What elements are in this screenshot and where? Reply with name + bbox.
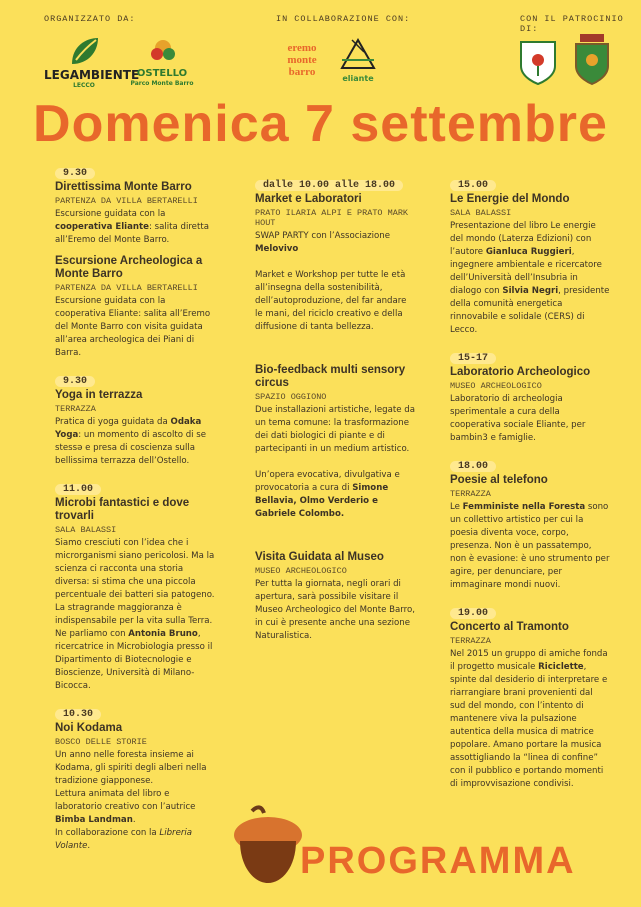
event-item (255, 364, 415, 521)
event-place: PARTENZA DA VILLA BERTARELLI (55, 283, 198, 293)
legambiente-name: LEGAMBIENTE (44, 68, 140, 82)
event-item (450, 453, 610, 592)
event-time: 15-17 (450, 353, 496, 364)
legambiente-sub: LECCO (73, 82, 95, 89)
event-item (55, 368, 215, 468)
event-place: SALA BALASSI (55, 525, 117, 535)
column-morning (55, 160, 215, 861)
event-time: 9.30 (55, 168, 95, 179)
collab-label: IN COLLABORAZIONE CON: (276, 14, 411, 24)
event-desc: Presentazione del libro Le energie del mondo (Laterza Edizioni) con l’autore Gianluca Ruggieri, ingegnere ambientale e ricercatore dell’Università dell’Insubria in dialogo con Silvia Negri, presidente della comunità energetica rinnovabile e solidale (CERS) di Lecco. (450, 221, 610, 335)
ostello-sub: Parco Monte Barro (130, 80, 194, 87)
ostello-name: OSTELLO (136, 68, 188, 79)
event-place: SALA BALASSI (450, 208, 512, 218)
municipality-crest-icon (519, 36, 557, 86)
event-desc: Siamo cresciuti con l’idea che i microrganismi siano pericolosi. Ma la scienza ci racconta una storia diversa: si stima che una piccola percentuale dei batteri sia patogeno. La stragrande maggioranza è indispensabile per la vita sulla Terra. Ne parliamo con Antonia Bruno, ricercatrice in Microbiologia presso il Dipartimento di Biotecnologie e Bioscienze, Università di Milano-Bicocca. (55, 538, 215, 691)
event-title: Market e Laboratori (255, 193, 362, 205)
event-item (55, 476, 215, 693)
event-title: Visita Guidata al Museo (255, 551, 384, 563)
footer-programma: PROGRAMMA (300, 840, 576, 882)
event-place: TERRAZZA (450, 636, 491, 646)
event-desc: Escursione guidata con la cooperativa Eliante: salita all’Eremo del Monte Barro con visita guidata all’area archeologica dei Piani di Barra. (55, 296, 211, 358)
acorn-icon (232, 805, 304, 885)
event-place: TERRAZZA (450, 489, 491, 499)
column-allday (255, 172, 415, 651)
event-item (255, 551, 415, 643)
event-desc: Laboratorio di archeologia sperimentale a cura della cooperativa sociale Eliante, per bambin3 e famiglie. (450, 394, 586, 443)
eremo-logo: eremo monte barro (287, 42, 317, 78)
event-place: MUSEO ARCHEOLOGICO (255, 566, 347, 576)
event-desc: Un anno nelle foresta insieme ai Kodama, gli spiriti degli alberi nella tradizione giapponese. Lettura animata del libro e laboratorio creativo con l’autrice Bimba Landman. In collaborazione con la Libreria Volante. (55, 750, 207, 851)
event-title: Noi Kodama (55, 722, 123, 734)
event-title: Le Energie del Mondo (450, 193, 570, 205)
event-place: PRATO ILARIA ALPI E PRATO MARK HOUT (255, 208, 409, 228)
event-time: 9.30 (55, 376, 95, 387)
event-desc: Escursione guidata con la cooperativa Eliante: salita diretta all’Eremo del Monte Barro. (55, 209, 209, 245)
event-place: MUSEO ARCHEOLOGICO (450, 381, 542, 391)
organized-by-label: ORGANIZZATO DA: (44, 14, 136, 24)
event-desc: Nel 2015 un gruppo di amiche fonda il progetto musicale Riciclette, spinte dal desiderio di interpretare e riarrangiare brani provenienti dal sud del mondo, con l’intento di mantenere viva la pulsazione autentica della musica di matrice popolare. Amano portare la musica assottigliando la “linea di confine” con il pubblico e portando momenti di improvvisazione condivisi. (450, 649, 608, 789)
event-item (55, 701, 215, 853)
event-item (55, 255, 215, 360)
event-item (55, 160, 215, 247)
event-place: PARTENZA DA VILLA BERTARELLI (55, 196, 198, 206)
event-title: Yoga in terrazza (55, 389, 143, 401)
event-time: 11.00 (55, 484, 101, 495)
event-time: 15.00 (450, 180, 496, 191)
event-title: Poesie al telefono (450, 474, 548, 486)
ostello-logo (148, 36, 178, 66)
event-desc: Per tutta la giornata, negli orari di apertura, sarà possibile visitare il Museo Archeologico del Monte Barro, in cui è presente anche una sezione Naturalistica. (255, 579, 416, 641)
event-title: Direttissima Monte Barro (55, 181, 192, 193)
event-title: Bio-feedback multi sensory circus (255, 364, 406, 389)
event-title: Microbi fantastici e dove trovarli (55, 497, 190, 522)
event-time: 19.00 (450, 608, 496, 619)
event-item (450, 172, 610, 337)
column-afternoon (450, 172, 610, 799)
event-time: dalle 10.00 alle 18.00 (255, 180, 403, 191)
event-time: 10.30 (55, 709, 101, 720)
event-title: Escursione Archeologica a Monte Barro (55, 255, 203, 280)
event-place: TERRAZZA (55, 404, 96, 414)
event-item (450, 600, 610, 791)
event-time: 18.00 (450, 461, 496, 472)
event-desc: Le Femministe nella Foresta sono un collettivo artistico per cui la poesia diventa voce, corpo, presenza. Non è un passatempo, non è evasione: è uno strumento per agire, per denunciare, per immaginare mondi nuovi. (450, 502, 610, 590)
event-title: Laboratorio Archeologico (450, 366, 591, 378)
patronage-label: CON IL PATROCINIO DI: (520, 14, 624, 34)
event-desc: SWAP PARTY con l’Associazione Melovivo Market e Workshop per tutte le età all’insegna della sostenibilità, dell’autoproduzione, del far andare le mani, del riciclo creativo e della diffusione di tanta bellezza. (255, 231, 407, 332)
event-title: Concerto al Tramonto (450, 621, 569, 633)
event-item (450, 345, 610, 445)
event-desc: Pratica di yoga guidata da Odaka Yoga: un momento di ascolto di se stessə e presa di coscienza sulla bellissima terrazza dell’Ostello. (55, 417, 207, 466)
event-place: SPAZIO OGGIONO (255, 392, 327, 402)
event-item (255, 172, 415, 334)
eliante-name: eliante (342, 74, 374, 83)
page-title: Domenica 7 settembre (33, 95, 608, 153)
event-desc: Due installazioni artistiche, legate da un tema comune: la trasformazione dei dati biologici di piante e di partecipanti in un medium artistico. Un’opera evocativa, divulgativa e provocatoria a cura di Simone Bellavia, Olmo Verderio e Gabriele Colombo. (255, 405, 416, 519)
eliante-logo (338, 38, 378, 72)
legambiente-logo (64, 34, 104, 68)
town-crest-icon (572, 32, 612, 86)
event-place: BOSCO DELLE STORIE (55, 737, 147, 747)
